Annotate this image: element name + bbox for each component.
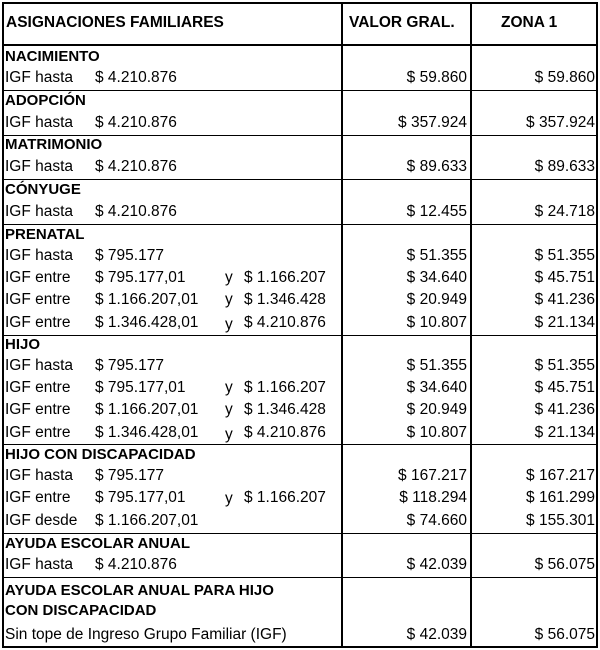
row-amount-to: $ 1.346.428 (244, 401, 326, 418)
row-amount-to: $ 4.210.876 (244, 424, 326, 441)
section-title: MATRIMONIO (5, 136, 103, 153)
row-amount-from: $ 1.166.207,01 (95, 291, 199, 308)
row-amount: $ 795.177 (95, 357, 164, 374)
zona-1-value: $ 21.134 (534, 314, 595, 331)
valor-gral-value: $ 10.807 (406, 314, 467, 331)
section-title: HIJO (5, 336, 41, 353)
zona-1-value: $ 56.075 (534, 626, 595, 643)
section-title: HIJO CON DISCAPACIDAD (5, 446, 196, 463)
valor-gral-value: $ 20.949 (406, 401, 467, 418)
row-label: IGF entre (5, 269, 71, 286)
valor-gral-value: $ 118.294 (399, 489, 467, 506)
row-amount-from: $ 795.177,01 (95, 379, 186, 396)
row-label: IGF hasta (5, 467, 74, 484)
valor-gral-value: $ 357.924 (398, 114, 467, 131)
zona-1-value: $ 41.236 (534, 401, 595, 418)
row-amount: $ 795.177 (95, 467, 164, 484)
border-right (596, 2, 598, 648)
zona-1-value: $ 24.718 (534, 203, 595, 220)
zona-1-value: $ 155.301 (526, 512, 595, 529)
divider-valor (341, 2, 343, 648)
valor-gral-value: $ 34.640 (406, 379, 467, 396)
valor-gral-value: $ 89.633 (406, 158, 467, 175)
zona-1-value: $ 357.924 (526, 114, 595, 131)
border-top (2, 2, 598, 4)
row-label: IGF entre (5, 314, 71, 331)
row-label: IGF entre (5, 379, 71, 396)
zona-1-value: $ 161.299 (526, 489, 595, 506)
section-title-line-2: CON DISCAPACIDAD (5, 602, 157, 619)
zona-1-value: $ 45.751 (534, 379, 595, 396)
row-label: Sin tope de Ingreso Grupo Familiar (IGF) (5, 626, 287, 643)
zona-1-value: $ 51.355 (534, 357, 595, 374)
row-label: IGF entre (5, 489, 71, 506)
divider-zona (470, 2, 472, 648)
row-conjunction: y (225, 291, 233, 308)
border-left (2, 2, 4, 648)
row-conjunction: y (225, 426, 233, 443)
header-valor-gral: VALOR GRAL. (349, 14, 455, 31)
section-title-line-1: AYUDA ESCOLAR ANUAL PARA HIJO (5, 582, 274, 599)
row-label: IGF hasta (5, 114, 74, 131)
valor-gral-value: $ 167.217 (398, 467, 467, 484)
row-label: IGF desde (5, 512, 78, 529)
valor-gral-value: $ 51.355 (406, 247, 467, 264)
section-title: ADOPCIÓN (5, 92, 86, 109)
row-conjunction: y (225, 490, 233, 507)
row-amount-from: $ 1.346.428,01 (95, 424, 199, 441)
row-conjunction: y (225, 316, 233, 333)
zona-1-value: $ 21.134 (534, 424, 595, 441)
header-asignaciones: ASIGNACIONES FAMILIARES (6, 14, 224, 31)
zona-1-value: $ 45.751 (534, 269, 595, 286)
valor-gral-value: $ 10.807 (406, 424, 467, 441)
section-divider (2, 90, 598, 91)
section-divider (2, 179, 598, 180)
section-title: NACIMIENTO (5, 48, 100, 65)
zona-1-value: $ 51.355 (534, 247, 595, 264)
row-amount: $ 4.210.876 (95, 556, 177, 573)
row-amount: $ 1.166.207,01 (95, 512, 199, 529)
valor-gral-value: $ 34.640 (406, 269, 467, 286)
valor-gral-value: $ 20.949 (406, 291, 467, 308)
valor-gral-value: $ 42.039 (406, 626, 467, 643)
row-amount-from: $ 795.177,01 (95, 489, 186, 506)
row-label: IGF entre (5, 291, 71, 308)
row-amount-from: $ 1.166.207,01 (95, 401, 199, 418)
section-title: AYUDA ESCOLAR ANUAL (5, 535, 191, 552)
section-title: CÓNYUGE (5, 181, 81, 198)
row-label: IGF hasta (5, 158, 74, 175)
row-amount-to: $ 4.210.876 (244, 314, 326, 331)
section-title: PRENATAL (5, 226, 85, 243)
valor-gral-value: $ 59.860 (406, 69, 467, 86)
row-label: IGF hasta (5, 556, 74, 573)
border-bottom (2, 646, 598, 648)
valor-gral-value: $ 51.355 (406, 357, 467, 374)
row-label: IGF hasta (5, 357, 74, 374)
row-amount-to: $ 1.346.428 (244, 291, 326, 308)
section-divider (2, 335, 598, 336)
section-divider (2, 224, 598, 225)
zona-1-value: $ 41.236 (534, 291, 595, 308)
row-amount-from: $ 795.177,01 (95, 269, 186, 286)
row-amount: $ 4.210.876 (95, 114, 177, 131)
zona-1-value: $ 59.860 (534, 69, 595, 86)
section-divider (2, 577, 598, 578)
row-amount: $ 4.210.876 (95, 158, 177, 175)
row-amount: $ 4.210.876 (95, 69, 177, 86)
row-conjunction: y (225, 269, 233, 286)
header-zona-1: ZONA 1 (501, 14, 558, 31)
row-conjunction: y (225, 401, 233, 418)
valor-gral-value: $ 12.455 (406, 203, 467, 220)
row-amount-to: $ 1.166.207 (244, 379, 326, 396)
row-label: IGF hasta (5, 203, 74, 220)
zona-1-value: $ 56.075 (534, 556, 595, 573)
valor-gral-value: $ 74.660 (406, 512, 467, 529)
row-amount-from: $ 1.346.428,01 (95, 314, 199, 331)
row-amount: $ 4.210.876 (95, 203, 177, 220)
valor-gral-value: $ 42.039 (406, 556, 467, 573)
zona-1-value: $ 89.633 (534, 158, 595, 175)
row-label: IGF hasta (5, 247, 74, 264)
row-conjunction: y (225, 379, 233, 396)
row-amount-to: $ 1.166.207 (244, 269, 326, 286)
row-label: IGF hasta (5, 69, 74, 86)
row-label: IGF entre (5, 401, 71, 418)
row-label: IGF entre (5, 424, 71, 441)
row-amount-to: $ 1.166.207 (244, 489, 326, 506)
zona-1-value: $ 167.217 (526, 467, 595, 484)
row-amount: $ 795.177 (95, 247, 164, 264)
